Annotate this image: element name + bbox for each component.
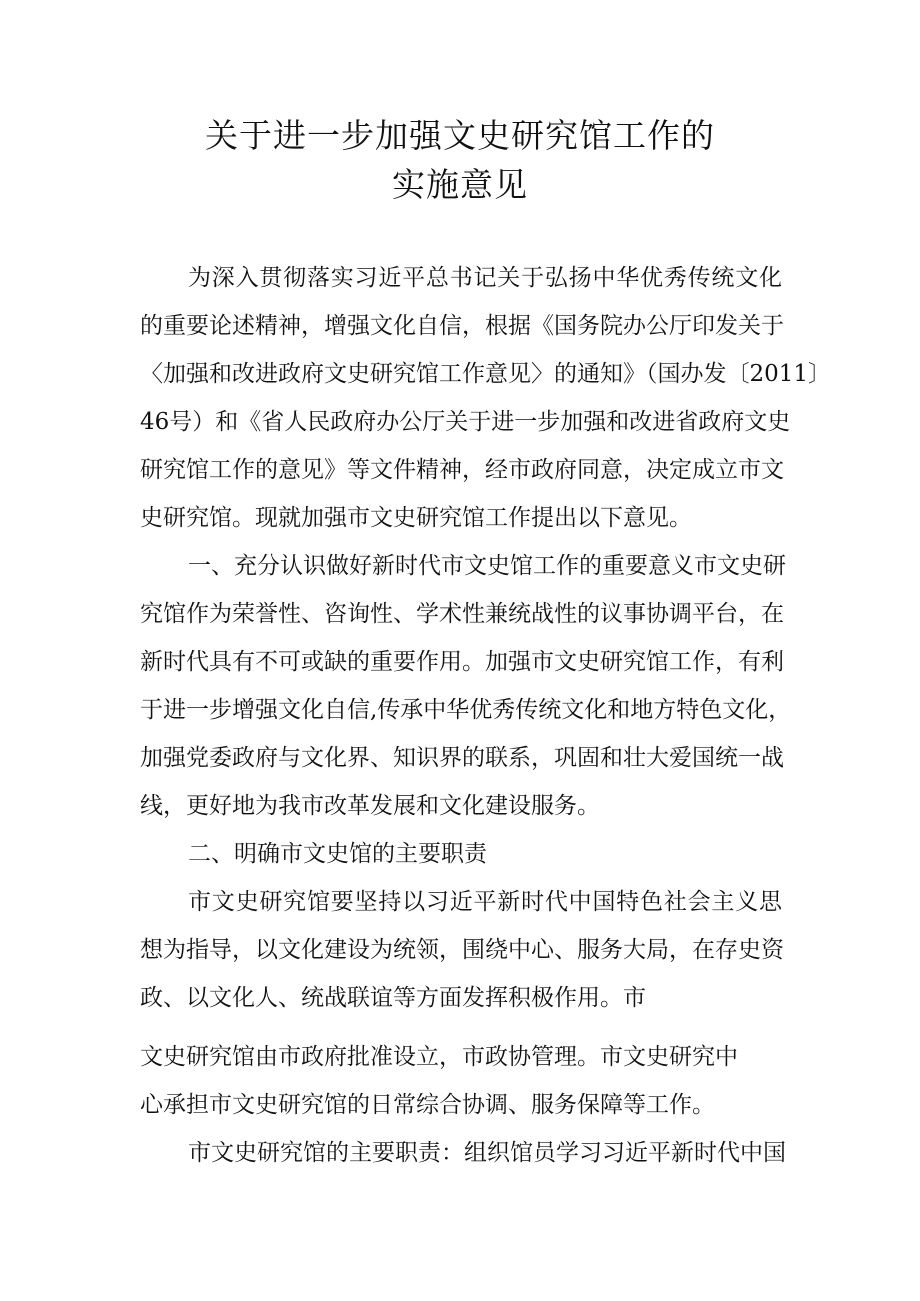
paragraph-line: 心承担市文史研究馆的日常综合协调、服务保障等工作。	[140, 1092, 715, 1118]
paragraph-line: 加强党委政府与文化界、知识界的联系，巩固和壮大爱国统一战	[140, 745, 784, 771]
paragraph-line: 政、以文化人、统战联谊等方面发挥积极作用。市	[140, 985, 646, 1011]
paragraph-line: 46号）和《省人民政府办公厅关于进一步加强和改进省政府文史	[140, 409, 791, 435]
paragraph-line: 究馆作为荣誉性、咨询性、学术性兼统战性的议事协调平台，在	[140, 601, 784, 627]
paragraph-line: 于进一步增强文化自信,传承中华优秀传统文化和地方特色文化，	[140, 697, 792, 723]
paragraph-line: 史研究馆。现就加强市文史研究馆工作提出以下意见。	[140, 505, 692, 531]
paragraph-line: 研究馆工作的意见》等文件精神，经市政府同意，决定成立市文	[140, 457, 784, 483]
section-heading-2: 二、明确市文史馆的主要职责	[188, 841, 487, 867]
paragraph-line: 市文史研究馆的主要职责：组织馆员学习习近平新时代中国	[188, 1140, 786, 1166]
paragraph-line: 〈加强和改进政府文史研究馆工作意见〉的通知》（国办发〔2011〕	[140, 361, 832, 387]
paragraph-line: 文史研究馆由市政府批准设立，市政协管理。市文史研究中	[140, 1044, 738, 1070]
paragraph-line: 的重要论述精神，增强文化自信，根据《国务院办公厅印发关于	[140, 313, 784, 339]
paragraph-line: 想为指导，以文化建设为统领，围绕中心、服务大局，在存史资	[140, 937, 784, 963]
paragraph-line: 新时代具有不可或缺的重要作用。加强市文史研究馆工作，有利	[140, 649, 784, 675]
paragraph-line: 线，更好地为我市改革发展和文化建设服务。	[140, 793, 600, 819]
paragraph-line: 市文史研究馆要坚持以习近平新时代中国特色社会主义思	[188, 889, 782, 915]
section-heading-1: 一、充分认识做好新时代市文史馆工作的重要意义市文史研	[188, 553, 786, 579]
paragraph-line: 为深入贯彻落实习近平总书记关于弘扬中华优秀传统文化	[188, 265, 782, 291]
document-title-line-2: 实施意见	[392, 165, 528, 204]
document-title-line-1: 关于进一步加强文史研究馆工作的	[205, 116, 715, 155]
